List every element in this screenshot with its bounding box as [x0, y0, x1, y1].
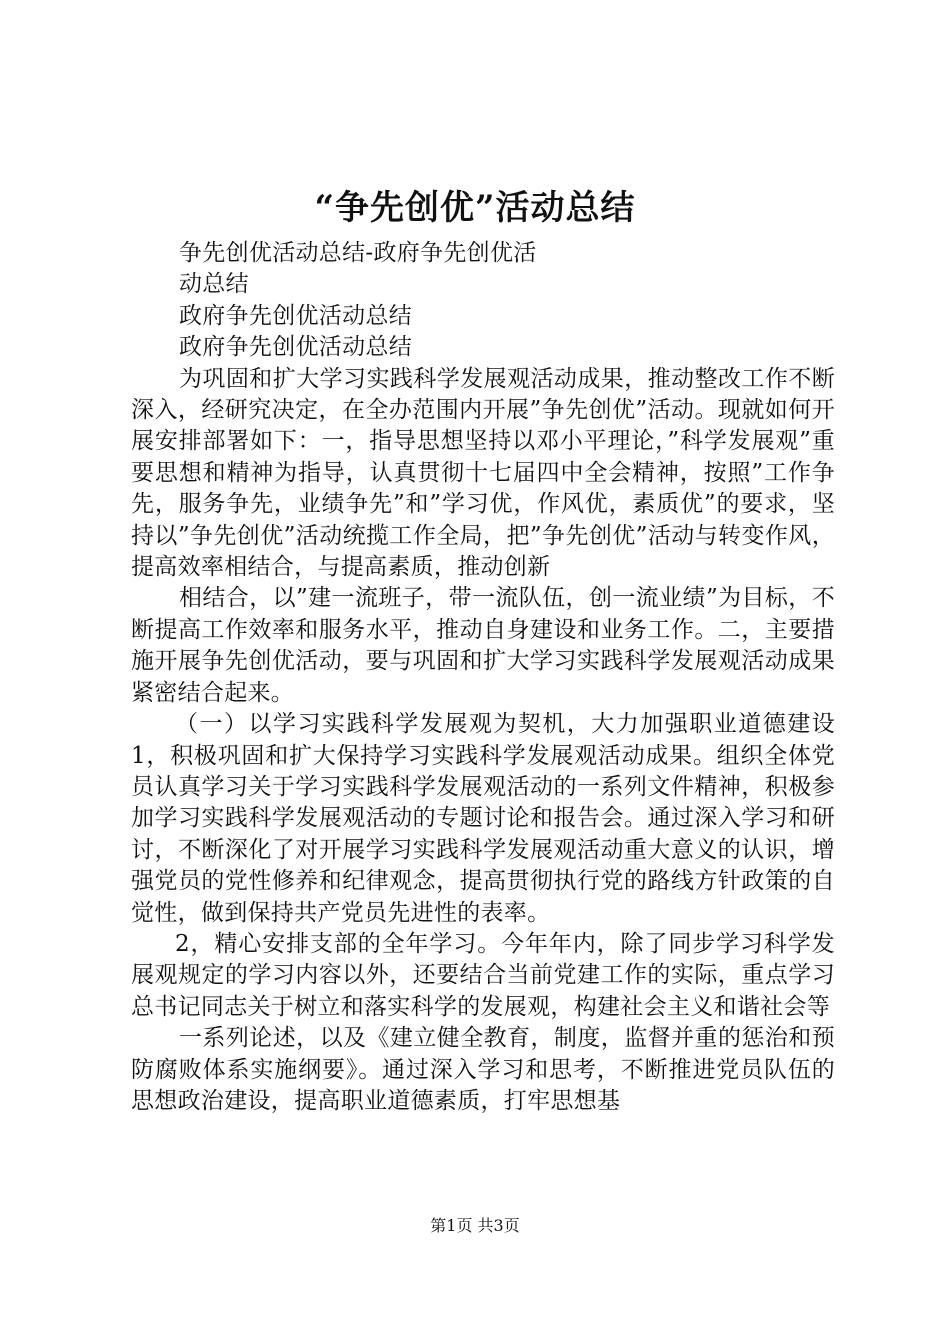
document-body	[131, 238, 835, 1117]
paragraph-heading-2: 政府争先创优活动总结	[179, 334, 412, 361]
paragraph-measure-3: 一系列论述，以及《建立健全教育，制度，监督并重的惩治和预防腐败体系实施纲要》。通过深入学习和思考，不断推进党员队伍的思想政治建设，提高职业道德素质，打牢思想基	[131, 1025, 835, 1114]
page-footer: 第1页 共3页	[430, 1216, 520, 1235]
paragraph-heading-1: 政府争先创优活动总结	[179, 302, 412, 329]
paragraph-measure-2: 2，精心安排支部的全年学习。今年年内，除了同步学习科学发展观规定的学习内容以外，还要结合当前党建工作的实际，重点学习总书记同志关于树立和落实科学的发展观，构建社会主义和谐社会等	[131, 930, 835, 1020]
paragraph-subtitle-2: 动总结	[179, 271, 249, 298]
paragraph-intro: 为巩固和扩大学习实践科学发展观活动成果，推动整改工作不断深入，经研究决定，在全办范围内开展”争先创优”活动。现就如何开展安排部署如下：一，指导思想坚持以邓小平理论，”科学发展观”重要思想和精神为指导，认真贯彻十七届四中全会精神，按照”工作争先，服务争先，业绩争先”和”学习优，作风优，素质优”的要求，坚持以”争先创优”活动统揽工作全局，把”争先创优”活动与转变作风，提高效率相结合，与提高素质，推动创新	[131, 365, 835, 581]
paragraph-measure-1: （一）以学习实践科学发展观为契机，大力加强职业道德建设1，积极巩固和扩大保持学习实践科学发展观活动成果。组织全体党员认真学习关于学习实践科学发展观活动的一系列文件精神，积极参加学习实践科学发展观活动的专题讨论和报告会。通过深入学习和研讨，不断深化了对开展学习实践科学发展观活动重大意义的认识，增强党员的党性修养和纪律观念，提高贯彻执行党的路线方针政策的自觉性，做到保持共产党员先进性的表率。	[131, 711, 835, 926]
paragraph-subtitle-1: 争先创优活动总结-政府争先创优活	[179, 240, 537, 266]
paragraph-goals: 相结合，以”建一流班子，带一流队伍，创一流业绩”为目标，不断提高工作效率和服务水平，推动自身建设和业务工作。二，主要措施开展争先创优活动，要与巩固和扩大学习实践科学发展观活动成果紧密结合起来。	[131, 585, 835, 706]
document-title: “争先创优”活动总结	[314, 188, 636, 228]
